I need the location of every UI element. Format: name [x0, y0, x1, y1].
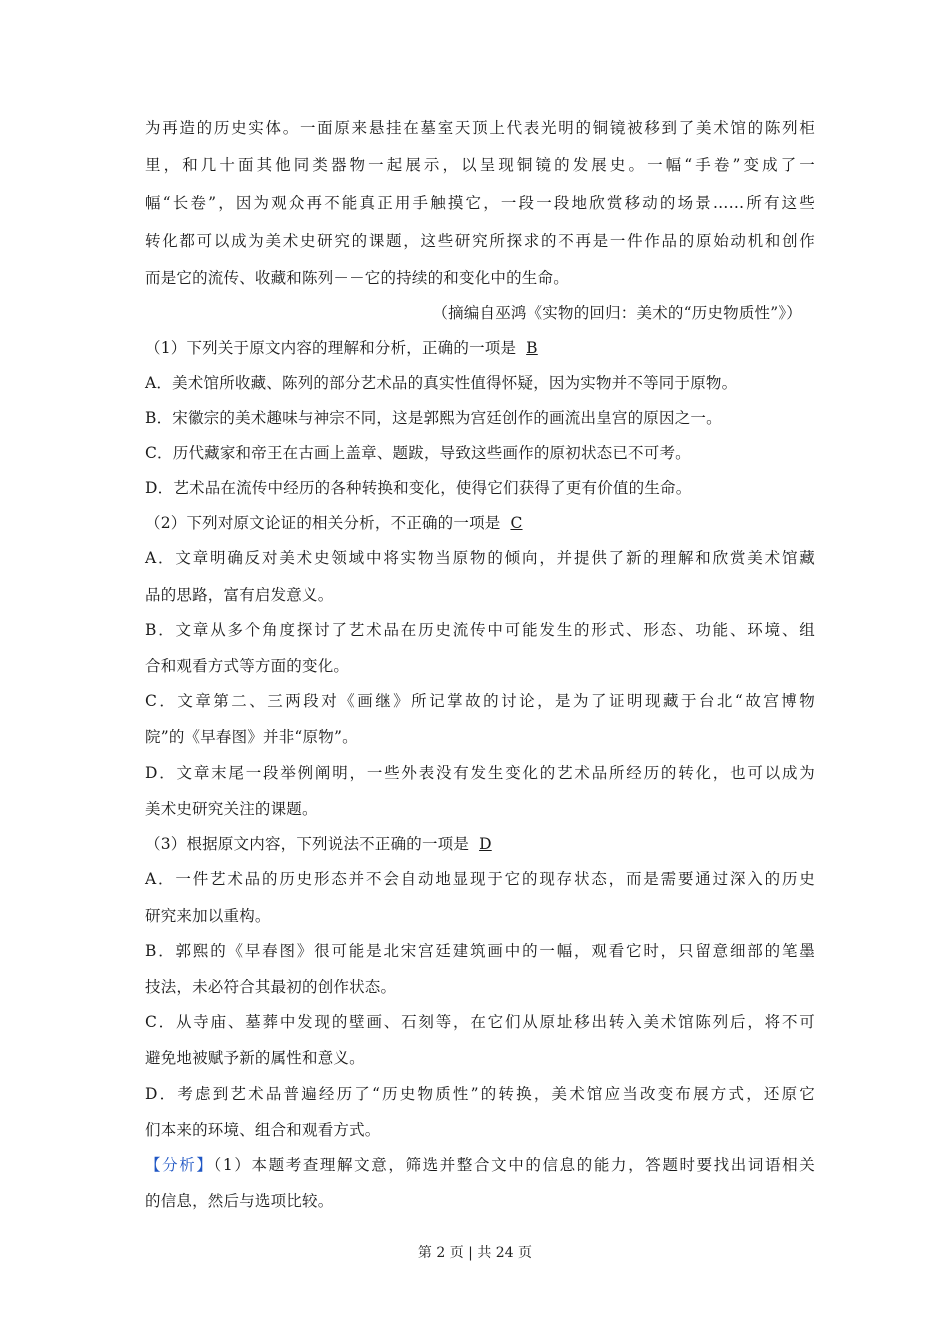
option-a: A．文章明确反对美术史领域中将实物当原物的倾向，并提供了新的理解和欣赏美术馆藏: [145, 549, 815, 567]
analysis-line-cont: 的信息，然后与选项比较。: [145, 1192, 334, 1210]
passage-line: 而是它的流传、收藏和陈列－－它的持续的和变化中的生命。: [145, 269, 569, 287]
option-d: D．考虑到艺术品普遍经历了“历史物质性”的转换，美术馆应当改变布展方式，还原它: [145, 1085, 815, 1103]
option-d-cont: 们本来的环境、组合和观看方式。: [145, 1121, 381, 1139]
passage-line: 转化都可以成为美术史研究的课题，这些研究所探求的不再是一件作品的原始动机和创作: [145, 232, 815, 250]
passage-line: 幅“长卷”，因为观众再不能真正用手触摸它，一段一段地欣赏移动的场景……所有这些: [145, 194, 815, 212]
analysis-line: [145, 1155, 815, 1175]
option-c-cont: 院”的《早春图》并非“原物”。: [145, 728, 358, 746]
option-b: B．文章从多个角度探讨了艺术品在历史流传中可能发生的形式、形态、功能、环境、组: [145, 621, 815, 639]
option-c: C．文章第二、三两段对《画继》所记掌故的讨论，是为了证明现藏于台北“故宫博物: [145, 692, 815, 710]
option-c-cont: 避免地被赋予新的属性和意义。: [145, 1049, 365, 1067]
option-b: B．宋徽宗的美术趣味与神宗不同，这是郭熙为宫廷创作的画流出皇宫的原因之一。: [145, 409, 722, 427]
option-a: A．一件艺术品的历史形态并不会自动地显现于它的现存状态，而是需要通过深入的历史: [145, 870, 815, 888]
answer-blank: B: [526, 339, 538, 357]
passage-line: 为再造的历史实体。一面原来悬挂在墓室天顶上代表光明的铜镜被移到了美术馆的陈列柜: [145, 119, 815, 137]
option-b-cont: 技法，未必符合其最初的创作状态。: [145, 978, 397, 996]
analysis-text: （1）本题考查理解文意，筛选并整合文中的信息的能力，答题时要找出词语相关: [213, 1156, 815, 1174]
option-a-cont: 品的思路，富有启发意义。: [145, 586, 334, 604]
option-d-cont: 美术史研究关注的课题。: [145, 800, 318, 818]
option-b-cont: 合和观看方式等方面的变化。: [145, 657, 350, 675]
question-2-stem: [145, 513, 815, 533]
option-a: A．美术馆所收藏、陈列的部分艺术品的真实性值得怀疑，因为实物并不等同于原物。: [145, 374, 738, 392]
question-stem-text: （3）根据原文内容，下列说法不正确的一项是: [145, 835, 470, 853]
passage-line: 里，和几十面其他同类器物一起展示，以呈现铜镜的发展史。一幅“手卷”变成了一: [145, 156, 815, 174]
question-stem-text: （2）下列对原文论证的相关分析，不正确的一项是: [145, 514, 501, 532]
source-citation: （摘编自巫鸿《实物的回归：美术的“历史物质性”》）: [432, 304, 802, 322]
answer-blank: C: [510, 514, 523, 532]
option-b: B．郭熙的《早春图》很可能是北宋宫廷建筑画中的一幅，观看它时，只留意细部的笔墨: [145, 942, 815, 960]
question-stem-text: （1）下列关于原文内容的理解和分析，正确的一项是: [145, 339, 517, 357]
answer-blank: D: [479, 835, 492, 853]
question-3-stem: [145, 834, 815, 854]
option-d: D．文章末尾一段举例阐明，一些外表没有发生变化的艺术品所经历的转化，也可以成为: [145, 764, 815, 782]
option-d: D．艺术品在流传中经历的各种转换和变化，使得它们获得了更有价值的生命。: [145, 479, 692, 497]
page-footer: 第 2 页 | 共 24 页: [417, 1245, 533, 1261]
question-1-stem: [145, 338, 815, 358]
option-a-cont: 研究来加以重构。: [145, 907, 271, 925]
analysis-tag: 【分析】: [145, 1156, 214, 1174]
option-c: C．从寺庙、墓葬中发现的壁画、石刻等，在它们从原址移出转入美术馆陈列后，将不可: [145, 1013, 815, 1031]
option-c: C．历代藏家和帝王在古画上盖章、题跋，导致这些画作的原初状态已不可考。: [145, 444, 691, 462]
